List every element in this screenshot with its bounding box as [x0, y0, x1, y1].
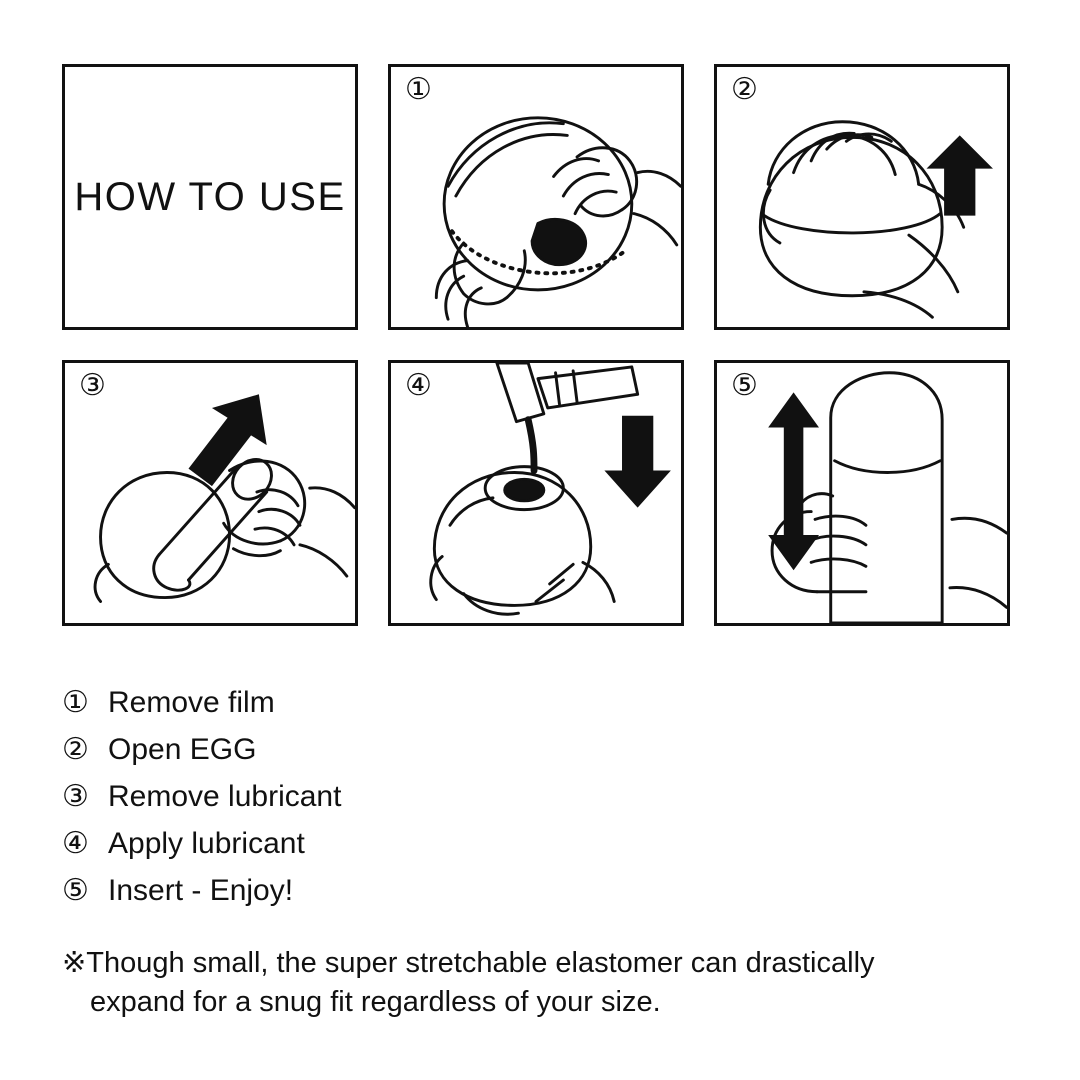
panel-remove-lubricant	[62, 360, 358, 626]
panel-number-5: ⑤	[731, 369, 758, 402]
step-label-3: Remove lubricant	[108, 780, 342, 813]
step-list	[62, 686, 1022, 921]
footnote-line-1: ※Though small, the super stretchable elastomer can drastically	[62, 947, 875, 979]
step-item-3	[62, 780, 1022, 813]
step-item-2	[62, 733, 1022, 766]
panel-apply-lubricant	[388, 360, 684, 626]
step-number-5: ⑤	[62, 874, 89, 907]
step-number-3: ③	[62, 780, 89, 813]
illustration-insert-enjoy	[717, 363, 1007, 623]
step-label-2: Open EGG	[108, 733, 257, 766]
step-item-5	[62, 874, 1022, 907]
panel-number-3: ③	[79, 369, 106, 402]
panel-how-to-use	[62, 64, 358, 330]
panel-insert-enjoy	[714, 360, 1010, 626]
illustration-open-egg	[717, 67, 1007, 327]
panel-number-4: ④	[405, 369, 432, 402]
arrow-up-icon	[927, 135, 993, 215]
illustration-remove-film	[391, 67, 681, 327]
arrow-down-icon	[604, 416, 670, 508]
panel-open-egg	[714, 64, 1010, 330]
footnote-line-2: expand for a snug fit regardless of your size.	[90, 986, 661, 1019]
illustration-remove-lubricant	[65, 363, 355, 623]
step-item-1	[62, 686, 1022, 719]
footnote	[62, 944, 1022, 1022]
illustration-apply-lubricant	[391, 363, 681, 623]
step-item-4	[62, 827, 1022, 860]
page-title: HOW TO USE	[74, 174, 346, 219]
panel-number-2: ②	[731, 73, 758, 106]
step-label-4: Apply lubricant	[108, 827, 305, 860]
step-label-5: Insert - Enjoy!	[108, 874, 294, 907]
step-number-4: ④	[62, 827, 89, 860]
panel-grid	[62, 64, 1018, 626]
panel-number-1: ①	[405, 73, 432, 106]
step-number-1: ①	[62, 686, 89, 719]
panel-remove-film	[388, 64, 684, 330]
arrow-up-down-icon	[768, 392, 819, 570]
step-number-2: ②	[62, 733, 89, 766]
arrow-up-right-icon	[188, 394, 266, 486]
step-label-1: Remove film	[108, 686, 275, 719]
